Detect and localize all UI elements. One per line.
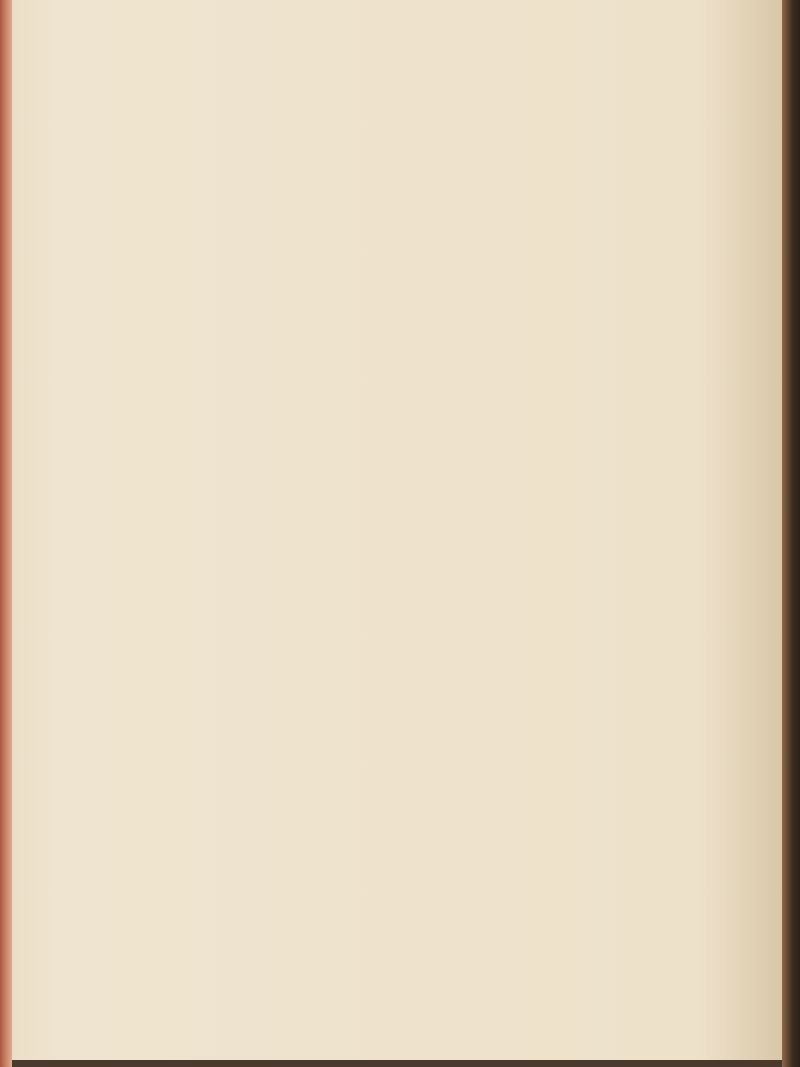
book-binding: [782, 0, 800, 1067]
page-red-edge: [0, 0, 12, 1067]
